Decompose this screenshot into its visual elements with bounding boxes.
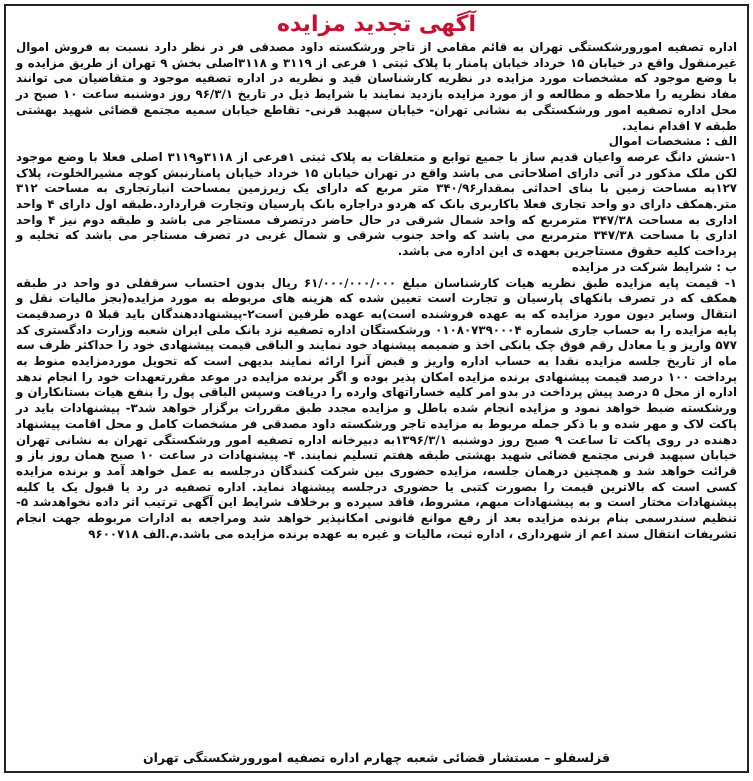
section-a-heading: الف : مشخصات اموال xyxy=(608,134,737,149)
signature-line: قزلسفلو – مستشار قضائی شعبه چهارم اداره تصفیه امورورشکستگی تهران xyxy=(142,750,611,765)
intro-paragraph: اداره تصفیه امورورشکستگی تهران به قائم مقامی از تاجر ورشکسته داود مصدقی فر در نظر دارد نسبت به فروش اموال غیرمنقول واقع در خیابان ۱۵ خرداد خیابان پامنار با پلاک ثبتی ۱ فرعی از ۳۱۱۹ و ۳۱۱۸اصلی بخش ۹ تهران از طریق مزایده و با وضع موجود که مشخصات مورد مزایده در نظریه کارشناسان قید و نظریه در اداره تصفیه موجود و متقاضیان می توانند مفاد نظریه را ملاحظه و مطالعه و از مورد مزایده بازدید نمایند با شرایط ذیل در تاریخ ۹۶/۳/۱ روز دوشنبه ساعت ۱۰ صبح در محل اداره تصفیه امور ورشکستگی به نشانی تهران- خیابان سپهبد قرنی- تقاطع خیابان سمیه مجتمع قضائی شهید بهشتی طبقه ۷ اقدام نماید. xyxy=(16,40,738,133)
section-b-paragraph: ۱- قیمت پایه مزایده طبق نظریه هیات کارشناسان مبلغ ۶۱/۰۰۰/۰۰۰/۰۰۰ ریال بدون احتساب سرقفلی دو واحد در طبقه همکف که در تصرف بانکهای پارسیان و تجارت است تعیین شده که هزینه های مربوطه به مورد مزایده(بجز مالیات نقل و انتقال وسایر دیون مورد مزایده که به عهده فروشنده است)به عهده طرفین است۲-پیشنهاددهندگان باید قبلا ۵ درصدقیمت پایه مزایده را به حساب جاری شماره ۰۱۰۸۰۷۳۹۰۰۰۴ ورشکستگان اداره تصفیه نزد بانک ملی ایران شعبه وزارت دادگستری کد ۵۷۷ واریز و یا معادل رقم فوق چک بانکی اخذ و ضمیمه پیشنهاد خود نمایند و الباقی قیمت پیشنهادی خود را حداکثر ظرف سه ماه از تاریخ جلسه مزایده نقدا به حساب اداره واریز و قبض آنرا ارائه نمایند بدیهی است که تحویل موردمزایده منوط به پرداخت ۱۰۰ درصد قیمت پیشنهادی برنده مزایده امکان پذیر بوده و اگر برنده مزایده در موعد مقررتعهدات خود را انجام ندهد اداره از محل ۵ درصد پیش پرداخت در بدو امر کلیه خساراتهای وارده را دریافت وسپس الباقی پول را بنفع هیات بستانکاران و ورشکسته ضبط خواهد نمود و مزایده انجام شده باطل و مزایده مجدد طبق مقررات برگزار خواهد شد۳- پیشنهادات باید در پاکت لاک و مهر شده و با ذکر جمله مربوط به مزایده تاجر ورشکسته داود مصدقی فر مشخصات کامل و محل اقامت پیشنهاد دهنده در روی پاکت تا ساعت ۹ صبح روز دوشنبه ۱۳۹۶/۳/۱به دبیرخانه اداره تصفیه امور ورشکستگی تهران به نشانی تهران خیابان سپهبد قرنی مجتمع قضائی شهید بهشتی طبقه هفتم تسلیم نمایند. ۴- پیشنهادات در ساعت ۱۰ صبح همان روز باز و قرائت خواهد شد و همچنین درهمان جلسه، مزایده حضوری بین شرکت کنندگان درجلسه به عمل خواهد آمد و برنده مزایده کسی است که بالاترین قیمت را بصورت کتبی یا حضوری درجلسه پیشنهاد نماید. اداره تصفیه در رد یا قبول یک یا کلیه پیشنهادات مختار است و به پیشنهادات مبهم، مشروط، فاقد سپرده و برخلاف شرایط این آگهی ترتیب اثر داده نخواهدشد ۵-تنظیم سندرسمی بنام برنده مزایده بعد از رفع موانع قانونی امکانپذیر خواهد شد ومراجعه به ادارات مربوطه جهت انجام تشریفات انتقال سند اعم از شهرداری ، اداره ثبت، مالیات و غیره به عهده برنده مزایده می باشد.م.الف ۹۶۰۰۷۱۸ xyxy=(16,275,738,541)
section-b-heading: ب : شرایط شرکت در مزایده xyxy=(571,259,737,274)
notice-page xyxy=(4,4,749,773)
section-a-paragraph: ۱-شش دانگ عرصه واعیان قدیم ساز با جمیع توابع و متعلقات به پلاک ثبتی ۱فرعی از ۳۱۱۸و۳۱۱۹ اصلی فعلا با وضع موجود لکن ملک مذکور در آتی دارای اصلاحاتی می باشد واقع در تهران خیابان ۱۵ خرداد خیابان پامنارنبش کوچه مشیرالخلوت، پلاک ۱۲۷به مساحت زمین با بنای احداثی بمقدار۳۴۰/۹۶ متر مربع که دارای یک زیرزمین بمساحت انبارتجاری به مساحت ۳۱۲ متر.همکف دارای دو واحد تجاری فعلا باکاربری بانک که هردو دراجاره بانک پارسیان وتجارت قراردارد.طبقه اول دارای ۴ واحد اداری به مساحت ۳۴۷/۳۸ مترمربع که واحد شمال شرقی در حال حاضر درتصرف مستاجر می باشد و طبقه دوم نیز ۴ واحد اداری با مساحت ۳۴۷/۳۸ مترمربع می باشد که واحد جنوب شرقی و شمال غربی در تصرف مستاجر می باشد که تخلیه و پرداخت کلیه حقوق مستاجرین بعهده ی این اداره می باشد. xyxy=(16,149,737,259)
notice-body xyxy=(16,40,737,543)
notice-title: آگهی تجدید مزایده xyxy=(276,12,477,37)
